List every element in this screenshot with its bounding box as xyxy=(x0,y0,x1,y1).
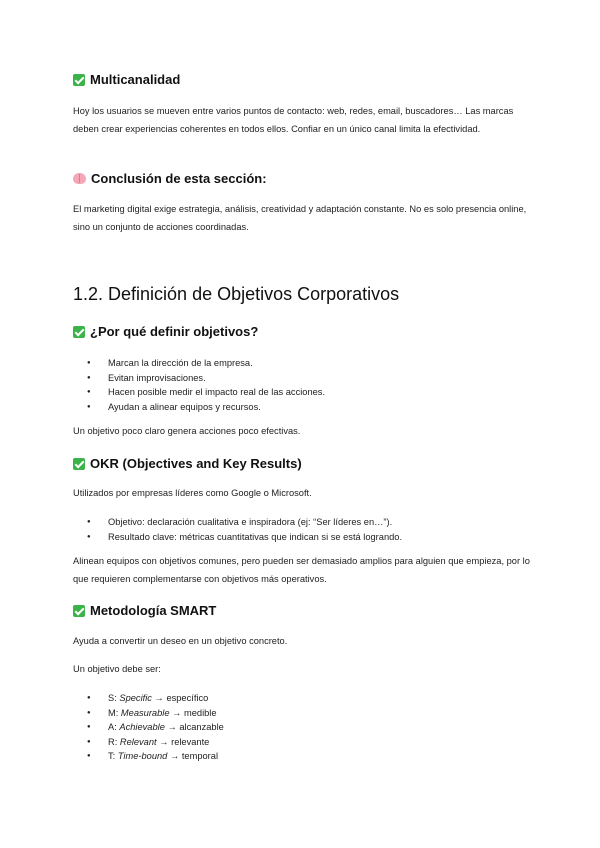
heading-multicanalidad xyxy=(73,72,180,87)
heading-text: Multicanalidad xyxy=(90,72,181,87)
list-okr xyxy=(73,515,402,544)
list-item-smart-s: ● S: Specific → específico xyxy=(73,691,224,706)
chapter-title: 1.2. Definición de Objetivos Corporativos xyxy=(73,284,400,304)
heading-text: Conclusión de esta sección: xyxy=(91,171,267,186)
paragraph-okr-intro: Utilizados por empresas líderes como Google o Microsoft. xyxy=(73,488,312,498)
list-item: ● Hacen posible medir el impacto real de las acciones. xyxy=(73,385,325,400)
heading-text: OKR (Objectives and Key Results) xyxy=(90,456,302,471)
check-mark-icon xyxy=(73,74,85,86)
paragraph-okr-closing: Alinean equipos con objetivos comunes, pero pueden ser demasiado amplios para alguien que empieza, por lo que requieren complementarse con objetivos más operativos. xyxy=(73,556,530,584)
list-item-smart-a: ● A: Achievable → alcanzable xyxy=(73,720,224,735)
list-item: ● Evitan improvisaciones. xyxy=(73,371,325,386)
paragraph-por-que-closing: Un objetivo poco claro genera acciones poco efectivas. xyxy=(73,426,301,436)
brain-icon xyxy=(73,173,86,184)
check-mark-icon xyxy=(73,605,85,617)
list-item-smart-m: ● M: Measurable → medible xyxy=(73,706,224,721)
list-smart xyxy=(73,691,224,764)
list-por-que xyxy=(73,356,325,414)
list-item: ● Ayudan a alinear equipos y recursos. xyxy=(73,400,325,415)
heading-smart xyxy=(73,603,216,618)
heading-conclusion xyxy=(73,171,267,186)
paragraph-smart-lead: Un objetivo debe ser: xyxy=(73,664,161,674)
paragraph-conclusion: El marketing digital exige estrategia, análisis, creatividad y adaptación constante. No es solo presencia online, sino un conjunto de acciones coordinadas. xyxy=(73,204,527,232)
heading-okr xyxy=(73,456,302,471)
list-item: ● Marcan la dirección de la empresa. xyxy=(73,356,325,371)
paragraph-smart-intro: Ayuda a convertir un deseo en un objetivo concreto. xyxy=(73,636,288,646)
list-item: ● Objetivo: declaración cualitativa e inspiradora (ej: “Ser líderes en…”). xyxy=(73,515,402,530)
list-item-smart-t: ● T: Time-bound → temporal xyxy=(73,749,224,764)
check-mark-icon xyxy=(73,458,85,470)
check-mark-icon xyxy=(73,326,85,338)
list-item-smart-r: ● R: Relevant → relevante xyxy=(73,735,224,750)
list-item: ● Resultado clave: métricas cuantitativas que indican si se está logrando. xyxy=(73,530,402,545)
paragraph-multicanalidad: Hoy los usuarios se mueven entre varios puntos de contacto: web, redes, email, buscadores… Las marcas deben crear experiencias coherentes en todos ellos. Confiar en un único canal limita la efectividad. xyxy=(73,106,514,134)
heading-text: ¿Por qué definir objetivos? xyxy=(90,324,259,339)
heading-por-que xyxy=(73,324,258,339)
heading-text: Metodología SMART xyxy=(90,603,217,618)
